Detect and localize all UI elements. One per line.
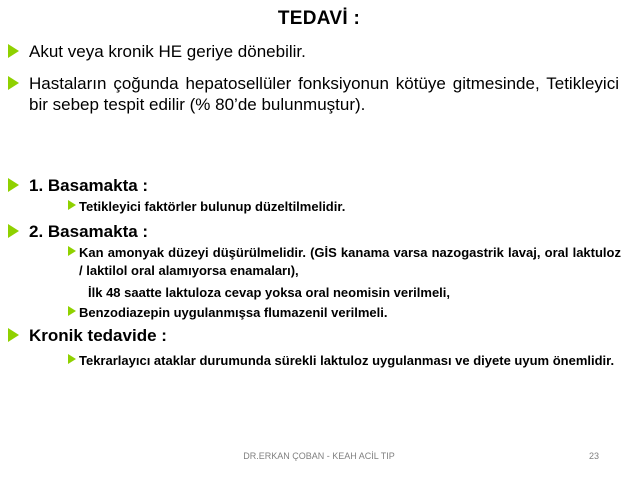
step2-neomycin-line: İlk 48 saatte laktuloza cevap yoksa oral neomisin verilmeli, <box>88 285 451 300</box>
bullet-acute-chronic <box>8 41 619 62</box>
step1-item <box>68 198 599 216</box>
page-number: 23 <box>589 451 600 461</box>
arrowhead-bullet-icon <box>68 354 76 364</box>
arrowhead-bullet-icon <box>8 224 19 238</box>
slide-title: TEDAVİ : <box>277 8 361 29</box>
arrowhead-bullet-icon <box>68 246 76 256</box>
bullet-text: Akut veya kronik HE geriye dönebilir. <box>29 42 306 61</box>
heading-text: 2. Basamakta : <box>29 222 149 241</box>
heading-text: 1. Basamakta : <box>29 176 149 195</box>
subbullet-text: Tetikleyici faktörler bulunup düzeltilmelidir. <box>79 199 346 214</box>
arrowhead-bullet-icon <box>8 328 19 342</box>
subbullet-text: Kan amonyak düzeyi düşürülmelidir. (GİS kanama varsa nazogastrik lavaj, oral laktuloz / laktilol oral alamıyorsa enamaları), <box>79 245 621 278</box>
arrowhead-bullet-icon <box>8 76 19 90</box>
heading-text: Kronik tedavide : <box>29 326 167 345</box>
arrowhead-bullet-icon <box>68 200 76 210</box>
arrowhead-bullet-icon <box>8 178 19 192</box>
chronic-item-lactulose <box>68 352 621 370</box>
footer-author: DR.ERKAN ÇOBAN - KEAH ACİL TIP <box>243 451 395 461</box>
subbullet-text: Tekrarlayıcı ataklar durumunda sürekli laktuloz uygulanması ve diyete uyum önemlidir. <box>79 353 615 368</box>
step2-heading <box>8 221 619 242</box>
arrowhead-bullet-icon <box>68 306 76 316</box>
arrowhead-bullet-icon <box>8 44 19 58</box>
bullet-text: Hastaların çoğunda hepatosellüler fonksiyonun kötüye gitmesinde, Tetikleyici bir sebep tespit edilir (% 80’de bulunmuştur). <box>29 74 619 114</box>
step2-item-ammonia <box>68 244 621 280</box>
step2-item-flumazenil <box>68 304 599 322</box>
subbullet-text: Benzodiazepin uygulanmışsa flumazenil verilmeli. <box>79 305 388 320</box>
step1-heading <box>8 175 619 196</box>
chronic-heading <box>8 325 619 346</box>
bullet-trigger-cause <box>8 73 619 115</box>
